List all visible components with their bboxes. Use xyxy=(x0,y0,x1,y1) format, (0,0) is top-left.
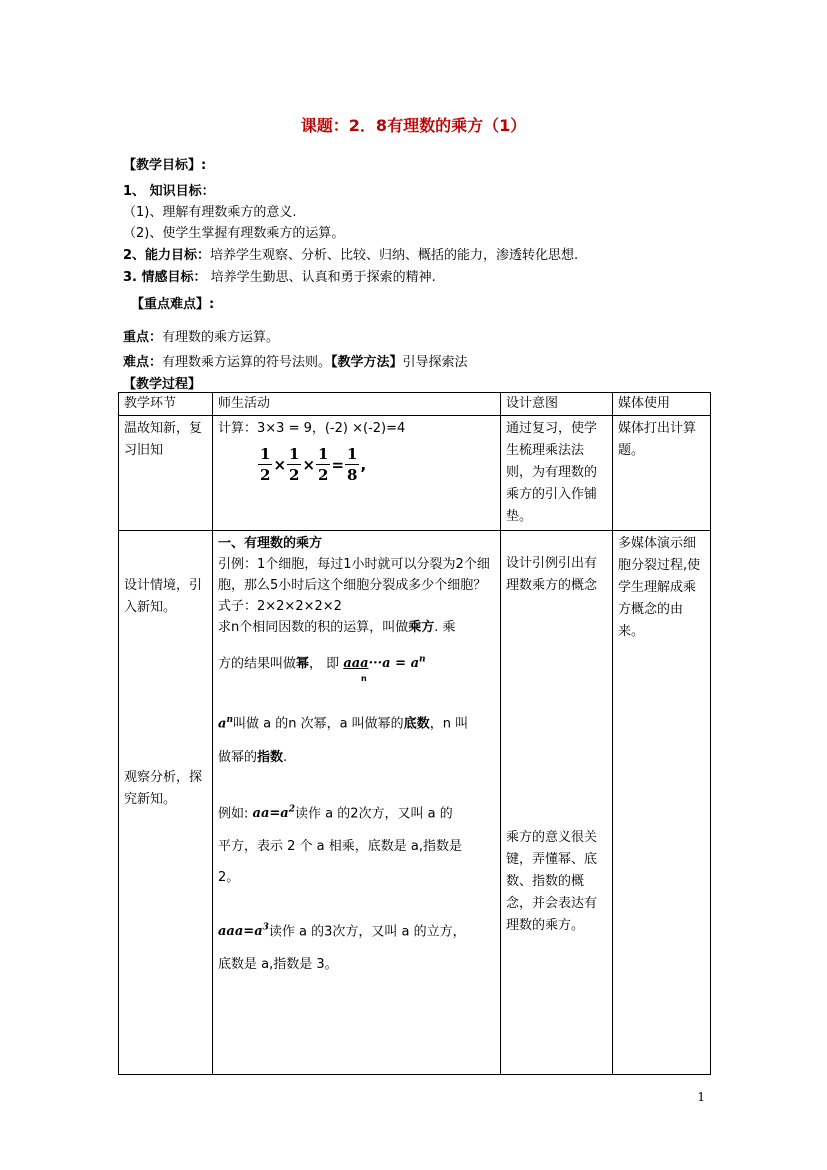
example-intro: 引例：1个细胞，每过1小时就可以分裂为2个细胞，那么5小时后这个细胞分裂成多少个细胞？ xyxy=(218,557,490,593)
fraction-result: $\frac{1}{8}$ xyxy=(347,445,358,484)
process-heading: 【教学过程】 xyxy=(123,377,202,392)
fraction-formula: $\frac{1}{2}$ × $\frac{1}{2}$ × $\frac{1}{2}$ = $\frac{1}{8}$ , xyxy=(260,445,367,484)
emotion-objective xyxy=(123,266,436,285)
section-title: 一、有理数的乘方 xyxy=(218,536,323,551)
intent-text-a: 设计引例引出有理数乘方的概念 xyxy=(506,556,598,593)
fraction: $\frac{1}{2}$ xyxy=(289,445,300,484)
focus-label: 重点： xyxy=(123,330,163,345)
difficulty-label: 难点： xyxy=(123,355,163,370)
activity-cell xyxy=(213,416,501,531)
formula-text: 式子：2×2×2×2×2 xyxy=(218,599,342,614)
calc-text: 计算：3×3 = 9，(-2) ×(-2)=4 xyxy=(218,421,406,436)
focus-line xyxy=(123,326,279,345)
power-explain-2: 做幂的指数. xyxy=(218,749,288,765)
example-square: 例如: $aa=a^2$读作 a 的2次方，又叫 a 的 xyxy=(218,804,453,821)
example-cube: $aaa=a^3$读作 a 的3次方，又叫 a 的立方， xyxy=(218,922,466,940)
intent-text-b: 乘方的意义很关键，弄懂幂、底数、指数的概念，并会表达有理数的乘方。 xyxy=(506,830,598,933)
table-header-cell: 设计意图 xyxy=(501,393,613,416)
ability-label: 2、能力目标： xyxy=(123,248,211,263)
brace-label-n: n xyxy=(361,674,367,683)
table-row xyxy=(119,416,711,531)
example-cube-line-2: 底数是 a,指数是 3。 xyxy=(218,957,338,973)
emotion-label: 3. 情感目标： xyxy=(123,270,207,285)
table-header-cell: 媒体使用 xyxy=(613,393,711,416)
intent-cell: 通过复习，使学生梳理乘法法则，为有理数的乘方的引入作铺垫。 xyxy=(501,416,613,531)
stage-label-b: 观察分析，探究新知。 xyxy=(124,770,203,807)
example-square-line-2: 平方，表示 2 个 a 相乘，底数是 a,指数是 xyxy=(218,838,462,854)
difficulty-text: 有理数乘方运算的符号法则。 xyxy=(162,355,332,370)
stage-label-a: 设计情境，引入新知。 xyxy=(124,578,203,615)
definition-line-1: 求n个相同因数的积的运算，叫做乘方. 乘 xyxy=(218,620,456,635)
method-text: 引导探索法 xyxy=(402,355,468,370)
ability-text: 培养学生观察、分析、比较、归纳、概括的能力，渗透转化思想. xyxy=(210,248,579,263)
knowledge-item-1: （1)、理解有理数乘方的意义. xyxy=(123,205,297,220)
page-title: 课题：2．8有理数的乘方（1） xyxy=(300,116,527,135)
fraction: $\frac{1}{2}$ xyxy=(318,445,329,484)
table-header-cell: 师生活动 xyxy=(213,393,501,416)
cube-formula: $aaa=a^3$ xyxy=(218,922,269,940)
definition-line-2: 方的结果叫做幂， 即 $aaa\cdot\cdot\cdot a = a^n$ n xyxy=(218,650,495,674)
table-header-cell: 教学环节 xyxy=(119,393,213,416)
emotion-text: 培养学生勤思、认真和勇于探索的精神. xyxy=(206,270,436,285)
keypoints-heading: 【重点难点】: xyxy=(131,297,215,312)
intent-cell xyxy=(501,531,613,1075)
ability-objective xyxy=(123,244,578,263)
page-number: 1 xyxy=(697,1090,705,1104)
knowledge-heading: 1、 知识目标： xyxy=(123,184,215,199)
fraction: $\frac{1}{2}$ xyxy=(260,445,271,484)
power-definition-formula: $aaa\cdot\cdot\cdot a = a^n$ xyxy=(343,655,426,672)
difficulty-line xyxy=(123,351,468,370)
stage-cell: 温故知新，复习旧知 xyxy=(119,416,213,531)
method-label: 【教学方法】 xyxy=(331,355,403,370)
knowledge-item-2: （2)、使学生掌握有理数乘方的运算。 xyxy=(123,226,345,241)
power-explain-1: $a^n$叫做 a 的n 次幂，a 叫做幂的底数，n 叫 xyxy=(218,715,469,732)
activity-cell xyxy=(213,531,501,1075)
example-square-line-3: 2。 xyxy=(218,869,240,885)
stage-cell xyxy=(119,531,213,1075)
square-formula: $aa=a^2$ xyxy=(252,804,295,821)
media-cell: 媒体打出计算题。 xyxy=(613,416,711,531)
media-cell: 多媒体演示细胞分裂过程,使学生理解成乘方概念的由来。 xyxy=(613,531,711,1075)
focus-text: 有理数的乘方运算。 xyxy=(162,330,280,345)
table-header-row xyxy=(119,393,711,416)
table-row xyxy=(119,531,711,1075)
process-table xyxy=(118,392,711,1075)
objectives-heading: 【教学目标】: xyxy=(123,158,207,173)
